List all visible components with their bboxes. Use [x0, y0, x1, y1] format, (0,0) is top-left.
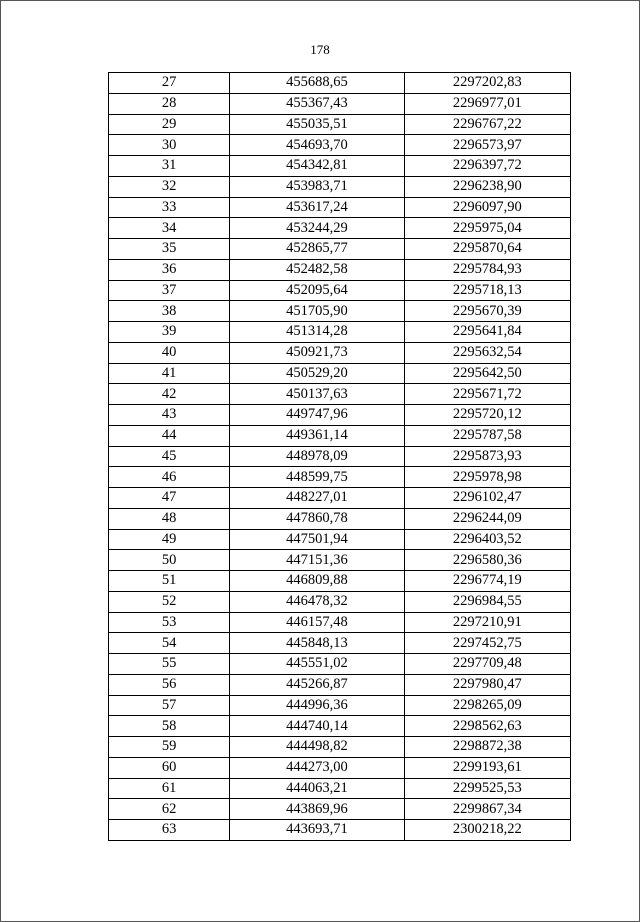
table-row — [109, 259, 571, 280]
table-row — [109, 716, 571, 737]
y-coordinate-cell: 2296984,55 — [404, 591, 570, 612]
table-row — [109, 384, 571, 405]
table-row — [109, 218, 571, 239]
page-number: 178 — [310, 42, 330, 57]
table-row — [109, 508, 571, 529]
table-row — [109, 342, 571, 363]
x-coordinate-cell: 453983,71 — [230, 176, 404, 197]
point-number-cell: 51 — [109, 571, 230, 592]
point-number-cell: 43 — [109, 405, 230, 426]
y-coordinate-cell: 2295632,54 — [404, 342, 570, 363]
y-coordinate-cell: 2297202,83 — [404, 73, 570, 94]
table-row — [109, 633, 571, 654]
point-number-cell: 31 — [109, 156, 230, 177]
y-coordinate-cell: 2295720,12 — [404, 405, 570, 426]
point-number-cell: 42 — [109, 384, 230, 405]
x-coordinate-cell: 444273,00 — [230, 757, 404, 778]
y-coordinate-cell: 2296774,19 — [404, 571, 570, 592]
y-coordinate-cell: 2295975,04 — [404, 218, 570, 239]
y-coordinate-cell: 2298265,09 — [404, 695, 570, 716]
table-row — [109, 612, 571, 633]
table-row — [109, 591, 571, 612]
y-coordinate-cell: 2300218,22 — [404, 820, 570, 841]
x-coordinate-cell: 452482,58 — [230, 259, 404, 280]
point-number-cell: 53 — [109, 612, 230, 633]
point-number-cell: 38 — [109, 301, 230, 322]
y-coordinate-cell: 2296397,72 — [404, 156, 570, 177]
x-coordinate-cell: 454693,70 — [230, 135, 404, 156]
point-number-cell: 49 — [109, 529, 230, 550]
x-coordinate-cell: 452095,64 — [230, 280, 404, 301]
x-coordinate-cell: 443693,71 — [230, 820, 404, 841]
x-coordinate-cell: 445848,13 — [230, 633, 404, 654]
x-coordinate-cell: 450529,20 — [230, 363, 404, 384]
point-number-cell: 62 — [109, 799, 230, 820]
y-coordinate-cell: 2295870,64 — [404, 239, 570, 260]
x-coordinate-cell: 450137,63 — [230, 384, 404, 405]
x-coordinate-cell: 453617,24 — [230, 197, 404, 218]
table-row — [109, 778, 571, 799]
point-number-cell: 36 — [109, 259, 230, 280]
y-coordinate-cell: 2296244,09 — [404, 508, 570, 529]
y-coordinate-cell: 2297980,47 — [404, 674, 570, 695]
point-number-cell: 35 — [109, 239, 230, 260]
y-coordinate-cell: 2297709,48 — [404, 654, 570, 675]
table-row — [109, 820, 571, 841]
table-row — [109, 73, 571, 94]
x-coordinate-cell: 455035,51 — [230, 114, 404, 135]
table-row — [109, 674, 571, 695]
x-coordinate-cell: 447151,36 — [230, 550, 404, 571]
y-coordinate-cell: 2296102,47 — [404, 488, 570, 509]
y-coordinate-cell: 2296767,22 — [404, 114, 570, 135]
x-coordinate-cell: 445266,87 — [230, 674, 404, 695]
table-row — [109, 799, 571, 820]
y-coordinate-cell: 2295671,72 — [404, 384, 570, 405]
y-coordinate-cell: 2295642,50 — [404, 363, 570, 384]
table-row — [109, 301, 571, 322]
table-row — [109, 197, 571, 218]
y-coordinate-cell: 2296097,90 — [404, 197, 570, 218]
point-number-cell: 30 — [109, 135, 230, 156]
point-number-cell: 27 — [109, 73, 230, 94]
x-coordinate-cell: 446478,32 — [230, 591, 404, 612]
point-number-cell: 28 — [109, 93, 230, 114]
y-coordinate-cell: 2295787,58 — [404, 425, 570, 446]
table-row — [109, 757, 571, 778]
y-coordinate-cell: 2295784,93 — [404, 259, 570, 280]
point-number-cell: 44 — [109, 425, 230, 446]
table-row — [109, 550, 571, 571]
table-row — [109, 467, 571, 488]
x-coordinate-cell: 448227,01 — [230, 488, 404, 509]
point-number-cell: 34 — [109, 218, 230, 239]
y-coordinate-cell: 2296403,52 — [404, 529, 570, 550]
point-number-cell: 33 — [109, 197, 230, 218]
point-number-cell: 37 — [109, 280, 230, 301]
x-coordinate-cell: 448978,09 — [230, 446, 404, 467]
y-coordinate-cell: 2299193,61 — [404, 757, 570, 778]
point-number-cell: 56 — [109, 674, 230, 695]
coordinates-table-body — [109, 73, 571, 841]
x-coordinate-cell: 445551,02 — [230, 654, 404, 675]
table-row — [109, 654, 571, 675]
y-coordinate-cell: 2295873,93 — [404, 446, 570, 467]
point-number-cell: 63 — [109, 820, 230, 841]
table-row — [109, 176, 571, 197]
y-coordinate-cell: 2296580,36 — [404, 550, 570, 571]
point-number-cell: 29 — [109, 114, 230, 135]
y-coordinate-cell: 2298872,38 — [404, 737, 570, 758]
x-coordinate-cell: 455367,43 — [230, 93, 404, 114]
x-coordinate-cell: 449361,14 — [230, 425, 404, 446]
y-coordinate-cell: 2299867,34 — [404, 799, 570, 820]
table-row — [109, 239, 571, 260]
x-coordinate-cell: 447501,94 — [230, 529, 404, 550]
table-row — [109, 737, 571, 758]
y-coordinate-cell: 2295641,84 — [404, 322, 570, 343]
y-coordinate-cell: 2295718,13 — [404, 280, 570, 301]
table-row — [109, 93, 571, 114]
y-coordinate-cell: 2297452,75 — [404, 633, 570, 654]
point-number-cell: 41 — [109, 363, 230, 384]
table-row — [109, 322, 571, 343]
x-coordinate-cell: 455688,65 — [230, 73, 404, 94]
point-number-cell: 48 — [109, 508, 230, 529]
point-number-cell: 50 — [109, 550, 230, 571]
point-number-cell: 45 — [109, 446, 230, 467]
y-coordinate-cell: 2295670,39 — [404, 301, 570, 322]
point-number-cell: 54 — [109, 633, 230, 654]
y-coordinate-cell: 2296238,90 — [404, 176, 570, 197]
x-coordinate-cell: 449747,96 — [230, 405, 404, 426]
y-coordinate-cell: 2297210,91 — [404, 612, 570, 633]
table-row — [109, 363, 571, 384]
table-row — [109, 446, 571, 467]
point-number-cell: 55 — [109, 654, 230, 675]
x-coordinate-cell: 443869,96 — [230, 799, 404, 820]
x-coordinate-cell: 452865,77 — [230, 239, 404, 260]
table-row — [109, 156, 571, 177]
point-number-cell: 46 — [109, 467, 230, 488]
table-row — [109, 529, 571, 550]
coordinates-table — [108, 72, 571, 841]
y-coordinate-cell: 2299525,53 — [404, 778, 570, 799]
point-number-cell: 39 — [109, 322, 230, 343]
table-row — [109, 425, 571, 446]
y-coordinate-cell: 2296977,01 — [404, 93, 570, 114]
x-coordinate-cell: 447860,78 — [230, 508, 404, 529]
table-row — [109, 571, 571, 592]
x-coordinate-cell: 448599,75 — [230, 467, 404, 488]
y-coordinate-cell: 2295978,98 — [404, 467, 570, 488]
x-coordinate-cell: 451314,28 — [230, 322, 404, 343]
point-number-cell: 58 — [109, 716, 230, 737]
table-row — [109, 405, 571, 426]
x-coordinate-cell: 446157,48 — [230, 612, 404, 633]
table-row — [109, 695, 571, 716]
x-coordinate-cell: 444740,14 — [230, 716, 404, 737]
x-coordinate-cell: 444063,21 — [230, 778, 404, 799]
table-row — [109, 488, 571, 509]
point-number-cell: 32 — [109, 176, 230, 197]
x-coordinate-cell: 454342,81 — [230, 156, 404, 177]
point-number-cell: 57 — [109, 695, 230, 716]
point-number-cell: 61 — [109, 778, 230, 799]
point-number-cell: 60 — [109, 757, 230, 778]
y-coordinate-cell: 2296573,97 — [404, 135, 570, 156]
table-row — [109, 280, 571, 301]
point-number-cell: 47 — [109, 488, 230, 509]
point-number-cell: 59 — [109, 737, 230, 758]
y-coordinate-cell: 2298562,63 — [404, 716, 570, 737]
x-coordinate-cell: 453244,29 — [230, 218, 404, 239]
x-coordinate-cell: 446809,88 — [230, 571, 404, 592]
point-number-cell: 52 — [109, 591, 230, 612]
table-row — [109, 114, 571, 135]
x-coordinate-cell: 451705,90 — [230, 301, 404, 322]
table-row — [109, 135, 571, 156]
x-coordinate-cell: 444498,82 — [230, 737, 404, 758]
x-coordinate-cell: 450921,73 — [230, 342, 404, 363]
point-number-cell: 40 — [109, 342, 230, 363]
x-coordinate-cell: 444996,36 — [230, 695, 404, 716]
